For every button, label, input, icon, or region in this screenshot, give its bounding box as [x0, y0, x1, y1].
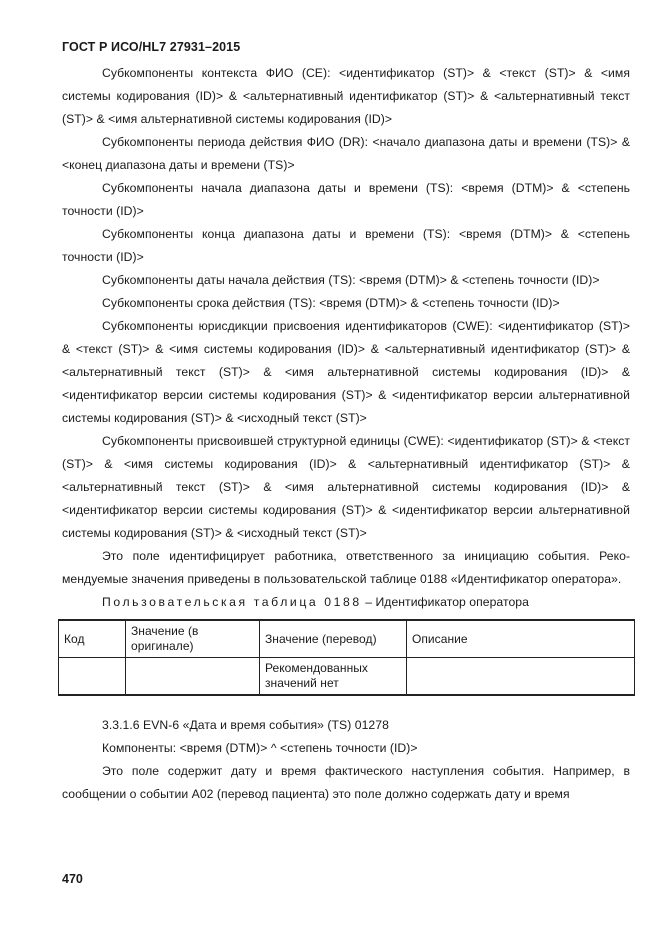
paragraph-ce-subcomponents: Субкомпоненты контекста ФИО (CE): <идентификатор (ST)> & <текст (ST)> & <имя системы кодирования (ID)> & <альтернативный идентификатор (ST)> & <альтернативный текст (ST)> & <имя альтернативной системы кодирования (ID)> [62, 66, 630, 126]
table-header-row [59, 620, 635, 658]
table-header-code: Код [59, 620, 126, 658]
paragraph-expiration-subcomponents: Субкомпоненты срока действия (TS): <время (DTM)> & <степень точности (ID)> [102, 296, 560, 310]
table-cell-code [59, 658, 126, 696]
paragraph-jurisdiction-subcomponents: Субкомпоненты юрисдикции присвоения идентификаторов (CWE): <идентификатор (ST)> & <текст (ST)> & <имя системы кодирования (ID)> & <альтернативный идентификатор (ST)> & <альтернативный текст (ST)> & <имя альтернативной системы кодирования (ID)> & <идентификатор версии системы кодирования (ST)> & <идентификатор версии альтернативной системы кодирования (ST)> & <исходный текст (ST)> [62, 319, 630, 425]
table-header-original-value: Значение (в оригинале) [126, 620, 260, 658]
table-caption-title: – Идентификатор оператора [361, 595, 529, 609]
page-content [62, 62, 630, 806]
table-cell-description [407, 658, 635, 696]
section-heading: 3.3.1.6 EVN-6 «Дата и время события» (TS) 01278 [102, 718, 389, 732]
operator-id-table [58, 619, 635, 696]
paragraph-operator-description: Это поле идентифицирует работника, ответственного за инициацию события. Рекомендуемые значения приведены в пользовательской таблице 0188 «Идентификатор оператора». [62, 549, 630, 586]
section-components: Компоненты: <время (DTM)> ^ <степень точности (ID)> [102, 741, 418, 755]
page-number: 470 [62, 872, 83, 886]
paragraph-dr-subcomponents: Субкомпоненты периода действия ФИО (DR): <начало диапазона даты и времени (TS)> & <конец диапазона даты и времени (TS)> [62, 135, 630, 172]
paragraph-department-subcomponents: Субкомпоненты присвоившей структурной единицы (CWE): <идентификатор (ST)> & <текст (ST)> & <имя системы кодирования (ID)> & <альтернативный идентификатор (ST)> & <альтернативный текст (ST)> & <имя альтернативной системы кодирования (ID)> & <идентификатор версии системы кодирования (ST)> & <идентификатор версии альтернативной системы кодирования (ST)> & <исходный текст (ST)> [62, 434, 630, 540]
table-caption-label: Пользовательская таблица 0188 [102, 595, 362, 609]
table-cell-original-value [126, 658, 260, 696]
paragraph-range-end-subcomponents: Субкомпоненты конца диапазона даты и времени (TS): <время (DTM)> & <степень точности (ID)> [62, 227, 630, 264]
table-header-description: Описание [407, 620, 635, 658]
table-row [59, 658, 635, 696]
paragraph-range-start-subcomponents: Субкомпоненты начала диапазона даты и времени (TS): <время (DTM)> & <степень точности (ID)> [62, 181, 630, 218]
table-caption [62, 591, 630, 614]
table-cell-translated-value: Рекомендованных значений нет [260, 658, 407, 696]
section-body: Это поле содержит дату и время фактического наступления события. Например, в сообщении о событии A02 (перевод пациента) это поле должно содержать дату и время [62, 764, 630, 801]
document-header: ГОСТ Р ИСО/HL7 27931–2015 [62, 40, 241, 54]
paragraph-effective-date-subcomponents: Субкомпоненты даты начала действия (TS): <время (DTM)> & <степень точности (ID)> [102, 273, 600, 287]
table-header-translated-value: Значение (перевод) [260, 620, 407, 658]
